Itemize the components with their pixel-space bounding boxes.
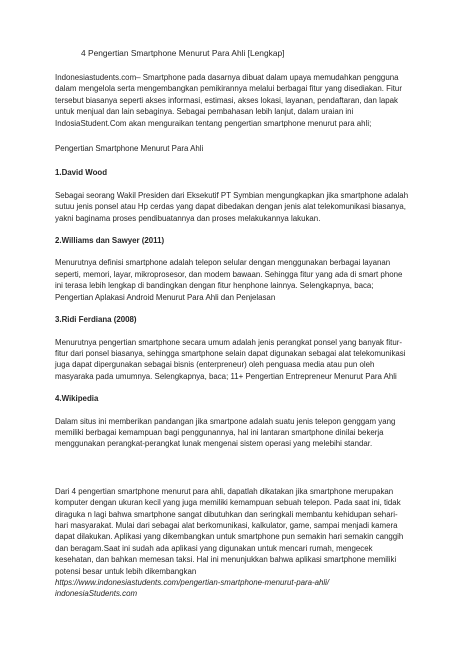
body-line: menggunakan perangkat-perangkat lunak mengenai sistem operasi yang melebihi standar. [55,439,373,449]
closing-paragraph [55,486,427,600]
body-line: memiliki berbagai kemampuan bagi penggunannya, hal ini lantaran smartphone dinilai bekerja [55,427,384,437]
document-title: 4 Pengertian Smartphone Menurut Para Ahli [Lengkap] [81,48,285,58]
closing-line: hari masyarakat. Mulai dari sebagai alat berkomunikasi, kalkulator, game, sampai menjadi kamera [55,520,398,530]
intro-paragraph [55,72,427,129]
body-line: juga dapat dipergunakan sebagai bisnis (enterpreneur) oleh penguasa media atau pun oleh [55,360,375,370]
body-line: Sebagai seorang Wakil Presiden dari Eksekutif PT Symbian mengungkapkan jika smartphone adalah [55,190,409,200]
body-line: seperti, memori, layar, mikroprosesor, dan modem bawaan. Sehingga fitur yang ada di smart phone [55,269,403,279]
body-line: fitur dari ponsel biasanya, sehingga smartphone selain dapat digunakan sebagai alat telekomunikasi [55,348,406,358]
source-site: indonesiaStudents.com [55,589,138,599]
intro-line: Indonesiastudents.com– Smartphone pada dasarnya dibuat dalam upaya memudahkan pengguna [55,73,399,82]
closing-line: komputer dengan ukuran kecil yang juga memiliki kemampuan sebuah telepon. Pada saat ini, tidak [55,498,401,508]
body-line: Dalam situs ini memberikan pandangan jika smartpone adalah suatu jenis telepon genggam yang [55,416,396,426]
closing-line: dapat dilakukan. Aplikasi yang dikembangkan untuk smartphone pun semakin hari semakin canggih [55,532,404,542]
intro-line: IndosiaStudent.Com akan menguraikan tentang pengertian smartphone menurut para ahli; [55,118,372,128]
closing-line: potensi besar untuk lebih dikembangkan [55,566,197,576]
section-heading-david-wood: 1.David Wood [55,168,108,178]
intro-line: dalam mengelola serta mengembangkan pemikirannya melalui berbagai fitur yang disediakan. Fitur [55,84,402,94]
main-heading: Pengertian Smartphone Menurut Para Ahli [55,144,204,154]
intro-line: untuk menjual dan lain sebaginya. Sebagai pembahasan lebih lanjut, dalam uraian ini [55,107,354,117]
body-line: Pengertian Aplakasi Android Menurut Para Ahli dan Penjelasan [55,292,276,302]
closing-line: dan beragam.Saat ini sudah ada aplikasi yang digunakan untuk mencari rumah, mengecek [55,543,373,553]
body-line: yakni baginama proses pendibuatannya dan proses melakukannya lakukan. [55,213,321,223]
source-url: https://www.indonesiastudents.com/pengertian-smartphone-menurut-para-ahli/ [55,578,330,587]
section-body-wikipedia [55,416,427,450]
closing-line: Dari 4 pengertian smartphone menurut para ahli, dapatlah dikatakan jika smartphone merupakan [55,486,394,496]
intro-line: tersebut biasanya seperti akses informasi, estimasi, akses lokasi, layanan, pendaftaran, dan lapak [55,95,398,105]
section-heading-ridi-ferdiana: 3.Ridi Ferdiana (2008) [55,315,137,325]
section-body-williams-sawyer [55,257,427,303]
body-line: Menurutnya definisi smartphone adalah telepon selular dengan menggunakan berbagai layanan [55,258,391,268]
closing-line: kesehatan, dan bahkan memesan taksi. Hal ini menunjukkan bahwa aplikasi smartphone memiliki [55,555,397,565]
body-line: sutuu jenis ponsel atau Hp cerdas yang dapat dibedakan dengan jenis alat telekomunikasi biasanya, [55,202,406,212]
section-body-david-wood [55,190,427,224]
section-heading-williams-sawyer: 2.Williams dan Sawyer (2011) [55,236,165,246]
body-line: masyaraka pada umumnya. Selengkapnya, baca; 11+ Pengertian Entrepreneur Menurut Para Ahli [55,371,397,381]
body-line: Menurutnya pengertian smartphone secara umum adalah jenis perangkat ponsel yang banyak fitur- [55,337,402,347]
body-line: ini terasa lebih lengkap di bandingkan dengan fitur henphone lainnya. Selengkapnya, baca; [55,281,374,291]
document-page [55,48,427,600]
section-body-ridi-ferdiana [55,337,427,383]
closing-line: diraguka n lagi bahwa smartphone sangat dibutuhkan dan seringkali membantu kehidupan sehari- [55,509,398,519]
section-heading-wikipedia: 4.Wikipedia [55,394,99,404]
